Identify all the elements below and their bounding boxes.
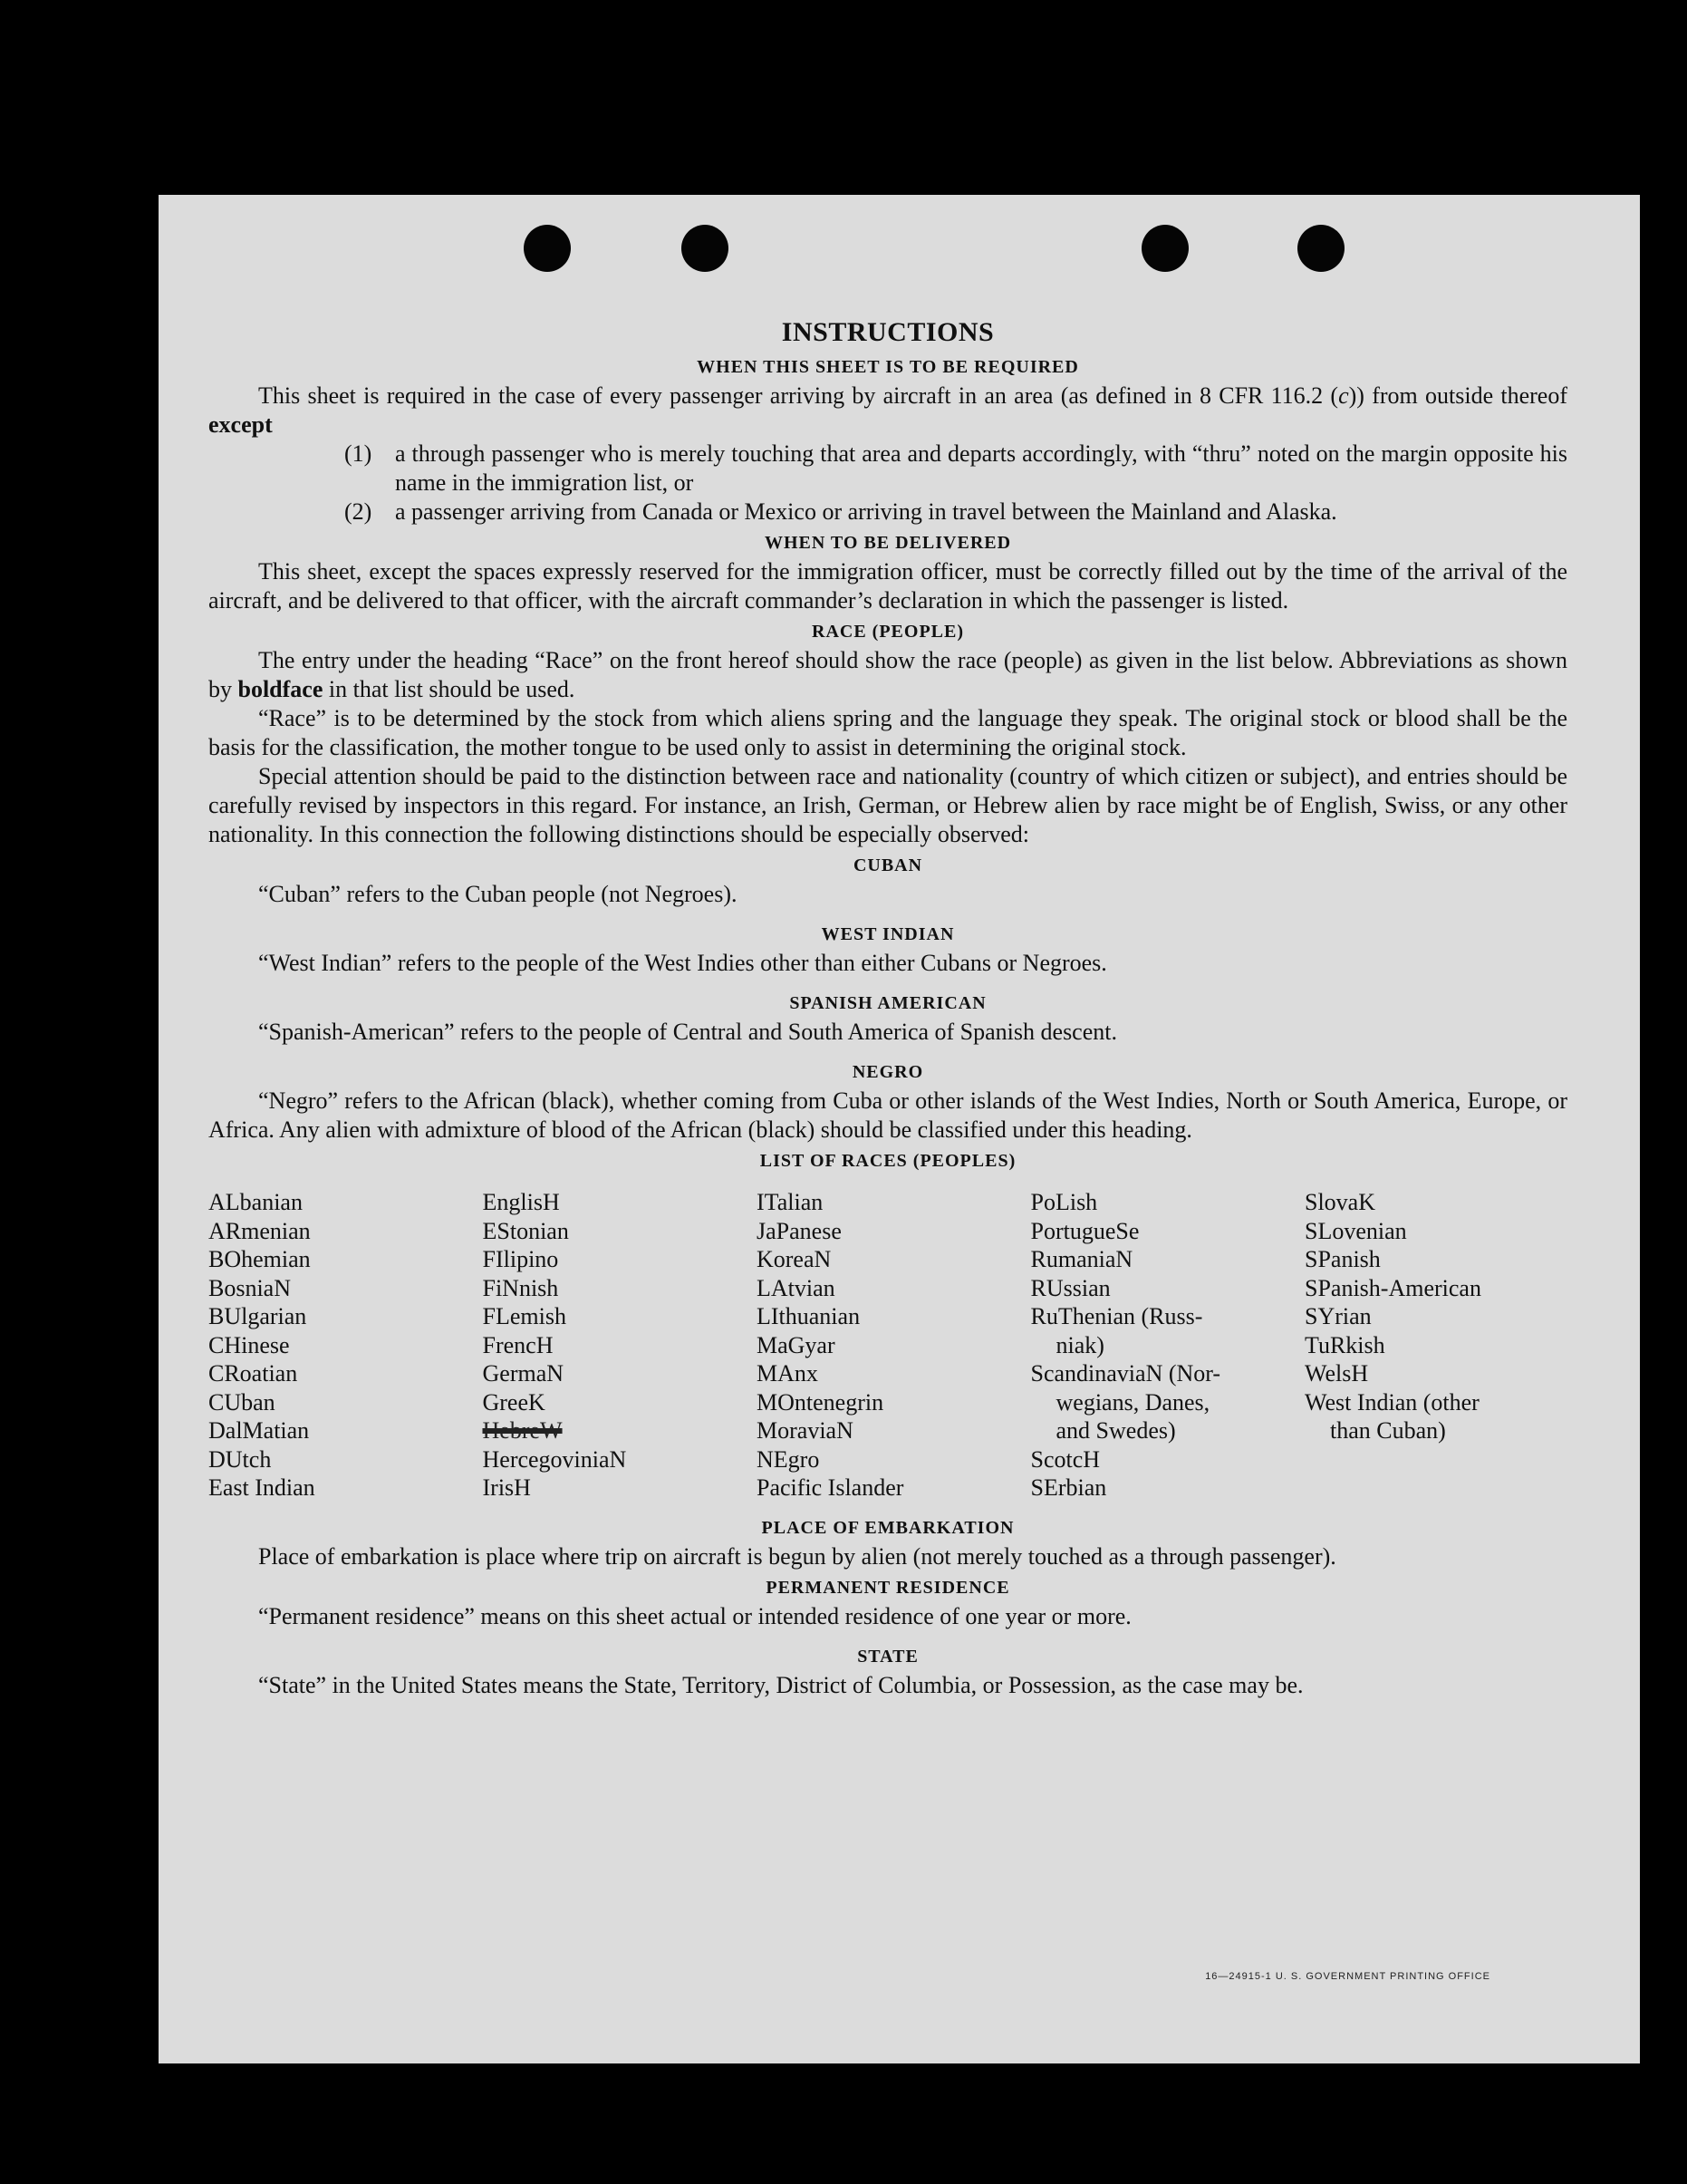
race-entry: PortugueSe — [1030, 1217, 1140, 1244]
heading-cuban: CUBAN — [853, 855, 923, 875]
text-span-bold: boldface — [237, 676, 323, 702]
race-entry: ScandinaviaN (Nor- — [1030, 1360, 1221, 1387]
race-entry: RUssian — [1030, 1274, 1111, 1301]
item-number: (1) — [344, 440, 372, 467]
heading-race: RACE (PEOPLE) — [812, 622, 964, 642]
punch-hole — [681, 225, 728, 272]
text-span: This sheet is required in the case of every passenger arriving by aircraft in an area (as defined in 8 CFR 116.2 ( — [258, 382, 1339, 409]
race-entry: West Indian (other — [1305, 1388, 1480, 1416]
heading-embarkation: PLACE OF EMBARKATION — [761, 1517, 1015, 1538]
races-column-5 — [1305, 1188, 1567, 1503]
race-entry: FrencH — [482, 1331, 554, 1358]
paragraph-race-2: “Race” is to be determined by the stock from which aliens spring and the language they speak. The original stock or blood shall be the basis for the classification, the mother tongue to be used only to assist in determining the original stock. — [208, 705, 1567, 760]
race-entry: East Indian — [208, 1474, 315, 1501]
race-entry: SErbian — [1030, 1474, 1107, 1501]
heading-residence: PERMANENT RESIDENCE — [766, 1577, 1010, 1598]
race-entry: GreeK — [482, 1388, 545, 1416]
item-text: a passenger arriving from Canada or Mexico or arriving in travel between the Mainland and Alaska. — [395, 498, 1337, 525]
race-entry: PoLish — [1030, 1189, 1098, 1215]
item-number: (2) — [344, 498, 372, 525]
race-entry: BOhemian — [208, 1246, 311, 1272]
race-entry: TuRkish — [1305, 1331, 1385, 1358]
instructions-content — [208, 314, 1567, 1700]
race-entry-continued: than Cuban) — [1330, 1417, 1446, 1444]
exception-item-2 — [208, 498, 1567, 527]
race-entry-continued: niak) — [1056, 1331, 1104, 1358]
paragraph-state: “State” in the United States means the State, Territory, District of Columbia, or Possession, as the case may be. — [258, 1671, 1304, 1698]
punch-hole — [1142, 225, 1189, 272]
exception-item-1 — [208, 440, 1567, 498]
race-entry: RumaniaN — [1030, 1246, 1133, 1272]
race-entry: NEgro — [757, 1445, 820, 1473]
document-sheet — [159, 195, 1640, 2063]
race-entry: FLemish — [482, 1303, 566, 1329]
paragraph-spanish-american: “Spanish-American” refers to the people of Central and South America of Spanish descent. — [258, 1019, 1117, 1045]
race-entry-struck: HebreW — [482, 1417, 563, 1444]
punch-hole — [1297, 225, 1345, 272]
race-entry: LAtvian — [757, 1274, 835, 1301]
paragraph-race-3: Special attention should be paid to the distinction between race and nationality (country of which citizen or subject), and entries should be carefully revised by inspectors in this regard. For instance, an Irish, German, or Hebrew alien by race might be of English, Swiss, or any other nationality. In this connection the following distinctions should be especially observed: — [208, 763, 1567, 847]
race-entry: SlovaK — [1305, 1189, 1375, 1215]
race-entry: MAnx — [757, 1360, 818, 1387]
paragraph-embarkation: Place of embarkation is place where trip on aircraft is begun by alien (not merely touched as a through passenger). — [258, 1542, 1336, 1570]
races-column-3 — [757, 1188, 1019, 1503]
paragraph-race-1 — [208, 646, 1567, 704]
heading-negro: NEGRO — [852, 1062, 924, 1082]
race-entry: MoraviaN — [757, 1417, 853, 1444]
race-entry: KoreaN — [757, 1246, 832, 1272]
race-entry: CHinese — [208, 1331, 290, 1358]
race-entry: FIlipino — [482, 1246, 559, 1272]
item-text: a through passenger who is merely touching that area and departs accordingly, with “thru” noted on the margin opposite his name in the immigration list, or — [395, 440, 1567, 496]
race-entry: MaGyar — [757, 1331, 835, 1358]
race-entry: SLovenian — [1305, 1217, 1407, 1244]
race-entry: SPanish — [1305, 1246, 1381, 1272]
race-entry: ScotcH — [1030, 1445, 1101, 1473]
race-entry: JaPanese — [757, 1217, 842, 1244]
race-entry: SYrian — [1305, 1303, 1372, 1329]
race-entry: WelsH — [1305, 1360, 1369, 1387]
race-entry: GermaN — [482, 1360, 564, 1387]
race-entry: BUlgarian — [208, 1303, 307, 1329]
heading-spanish-american: SPANISH AMERICAN — [789, 993, 987, 1013]
page-title: INSTRUCTIONS — [781, 317, 995, 347]
paragraph-delivered: This sheet, except the spaces expressly reserved for the immigration officer, must be correctly filled out by the time of the arrival of the aircraft, and be delivered to that officer, with the aircraft commander’s declaration in which the passenger is listed. — [208, 558, 1567, 614]
race-entry: IrisH — [482, 1474, 531, 1501]
paragraph-residence: “Permanent residence” means on this sheet actual or intended residence of one year or more. — [258, 1602, 1132, 1629]
race-entry: ALbanian — [208, 1189, 303, 1215]
race-entry: HercegoviniaN — [482, 1445, 627, 1473]
race-entry: SPanish-American — [1305, 1274, 1481, 1301]
text-span: c — [1338, 382, 1349, 409]
race-entry: DalMatian — [208, 1417, 310, 1444]
race-entry: CUban — [208, 1388, 275, 1416]
race-entry-continued: wegians, Danes, — [1056, 1388, 1210, 1416]
heading-required: WHEN THIS SHEET IS TO BE REQUIRED — [697, 357, 1079, 377]
race-entry-continued: and Swedes) — [1056, 1417, 1176, 1444]
heading-delivered: WHEN TO BE DELIVERED — [764, 533, 1012, 553]
paragraph-required — [208, 382, 1567, 440]
races-column-2 — [483, 1188, 746, 1503]
paragraph-west-indian: “West Indian” refers to the people of the West Indies other than either Cubans or Negroes. — [258, 950, 1107, 976]
races-column-4 — [1031, 1188, 1294, 1503]
race-entry: RuThenian (Russ- — [1030, 1303, 1203, 1329]
race-entry: LIthuanian — [757, 1303, 861, 1329]
text-span: )) from outside thereof — [1348, 382, 1567, 409]
race-entry: EStonian — [482, 1217, 569, 1244]
race-entry: EnglisH — [482, 1189, 560, 1215]
printing-office-code: 16—24915-1 U. S. GOVERNMENT PRINTING OFFICE — [1205, 1971, 1490, 1982]
paragraph-cuban: “Cuban” refers to the Cuban people (not Negroes). — [258, 881, 737, 907]
race-entry: MOntenegrin — [757, 1388, 884, 1416]
heading-list-of-races: LIST OF RACES (PEOPLES) — [759, 1151, 1017, 1171]
race-entry: CRoatian — [208, 1360, 298, 1387]
text-span: The entry under the heading “Race” on the front hereof should show the race (people) as given in the list below. Abbreviations as shown by — [208, 647, 1567, 702]
race-entry: ITalian — [757, 1189, 824, 1215]
paragraph-negro: “Negro” refers to the African (black), whether coming from Cuba or other islands of the West Indies, North or South America, Europe, or Africa. Any alien with admixture of blood of the African (black) should be classified under this heading. — [208, 1087, 1567, 1143]
race-entry: FiNnish — [482, 1274, 559, 1301]
text-span: in that list should be used. — [323, 676, 575, 702]
text-span-bold: except — [208, 411, 273, 438]
races-list — [208, 1188, 1567, 1503]
race-entry: DUtch — [208, 1445, 272, 1473]
race-entry: Pacific Islander — [757, 1474, 904, 1501]
race-entry: BosniaN — [208, 1274, 291, 1301]
punch-hole — [524, 225, 571, 272]
race-entry: ARmenian — [208, 1217, 311, 1244]
heading-west-indian: WEST INDIAN — [821, 924, 955, 944]
races-column-1 — [208, 1188, 471, 1503]
heading-state: STATE — [857, 1646, 919, 1667]
